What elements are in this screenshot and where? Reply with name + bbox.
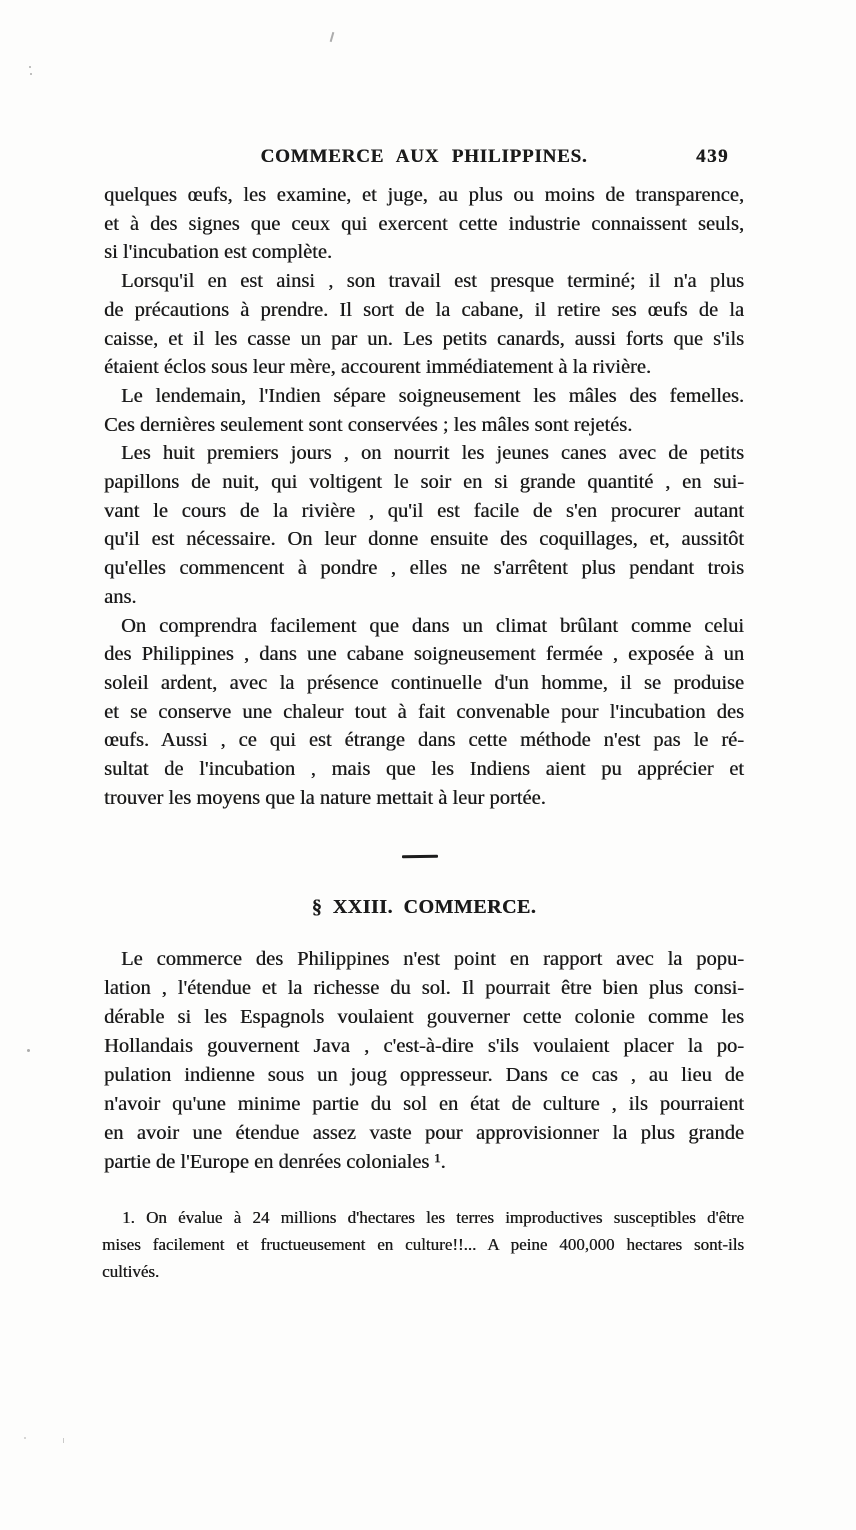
scan-artifact [24, 1437, 26, 1439]
text-line: en avoir une étendue assez vaste pour approvisionner la plus grande [104, 1122, 744, 1144]
scan-artifact [330, 32, 335, 42]
text-line: sultat de l'incubation , mais que les Indiens aient pu apprécier et [104, 758, 744, 781]
text-line: qu'elles commencent à pondre , elles ne s'arrêtent plus pendant trois [104, 557, 744, 580]
scan-artifact [63, 1438, 64, 1443]
page-number: 439 [696, 146, 729, 167]
text-line: qu'il est nécessaire. On leur donne ensuite des coquillages, et, aussitôt [104, 528, 744, 551]
text-line: pulation indienne sous un joug oppresseur. Dans ce cas , au lieu de [104, 1064, 744, 1086]
text-line: papillons de nuit, qui voltigent le soir en si grande quantité , en sui- [104, 471, 744, 494]
section-text-block [104, 945, 744, 1177]
text-line: de précautions à prendre. Il sort de la cabane, il retire ses œufs de la [104, 298, 744, 321]
text-line: dérable si les Espagnols voulaient gouverner cette colonie comme les [104, 1006, 744, 1028]
text-line: vant le cours de la rivière , qu'il est facile de s'en procurer autant [104, 499, 744, 522]
text-line: soleil ardent, avec la présence continuelle d'un homme, il se produise [104, 671, 744, 694]
text-line: Le commerce des Philippines n'est point en rapport avec la popu- [121, 948, 744, 970]
text-line: étaient éclos sous leur mère, accourent immédiatement à la rivière. [104, 356, 651, 379]
text-line: Les huit premiers jours , on nourrit les jeunes canes avec de petits [121, 442, 744, 465]
text-line: et à des signes que ceux qui exercent cette industrie connaissent seuls, [104, 212, 744, 235]
text-line: œufs. Aussi , ce qui est étrange dans cette méthode n'est pas le ré- [104, 729, 744, 752]
text-line: 1. On évalue à 24 millions d'hectares les terres improductives susceptibles d'être [122, 1208, 744, 1227]
text-line: des Philippines , dans une cabane soigneusement fermée , exposée à un [104, 643, 744, 666]
text-line: Hollandais gouvernent Java , c'est-à-dire s'ils voulaient placer la po- [104, 1035, 744, 1057]
text-line: mises facilement et fructueusement en culture!!... A peine 400,000 hectares sont-ils [102, 1235, 744, 1254]
text-line: Lorsqu'il en est ainsi , son travail est presque terminé; il n'a plus [121, 270, 744, 293]
text-line: ans. [104, 585, 137, 608]
text-line: Ces dernières seulement sont conservées ; les mâles sont rejetés. [104, 413, 633, 436]
scan-artifact [27, 1049, 30, 1052]
footnote-block [102, 1204, 744, 1285]
text-line: si l'incubation est complète. [104, 241, 333, 264]
text-line: partie de l'Europe en denrées coloniales ¹. [104, 1151, 446, 1173]
text-line: caisse, et il les casse un par un. Les petits canards, aussi forts que s'ils [104, 327, 744, 350]
text-line: trouver les moyens que la nature mettait à leur portée. [104, 786, 546, 809]
scan-artifact [29, 66, 31, 68]
text-line: lation , l'étendue et la richesse du sol. Il pourrait être bien plus consi- [104, 977, 744, 999]
text-line: n'avoir qu'une minime partie du sol en état de culture , ils pourraient [104, 1093, 744, 1115]
section-heading: § XXIII. COMMERCE. [311, 896, 537, 918]
text-line: On comprendra facilement que dans un climat brûlant comme celui [121, 614, 744, 637]
running-header-title: COMMERCE AUX PHILIPPINES. [260, 146, 588, 167]
body-text-block [104, 181, 744, 812]
scan-artifact [30, 73, 32, 75]
text-line: et se conserve une chaleur tout à fait convenable pour l'incubation des [104, 700, 744, 723]
text-line: quelques œufs, les examine, et juge, au plus ou moins de transparence, [104, 184, 744, 206]
section-separator-rule [402, 855, 438, 859]
text-line: Le lendemain, l'Indien sépare soigneusement les mâles des femelles. [121, 384, 744, 407]
text-line: cultivés. [102, 1262, 160, 1281]
